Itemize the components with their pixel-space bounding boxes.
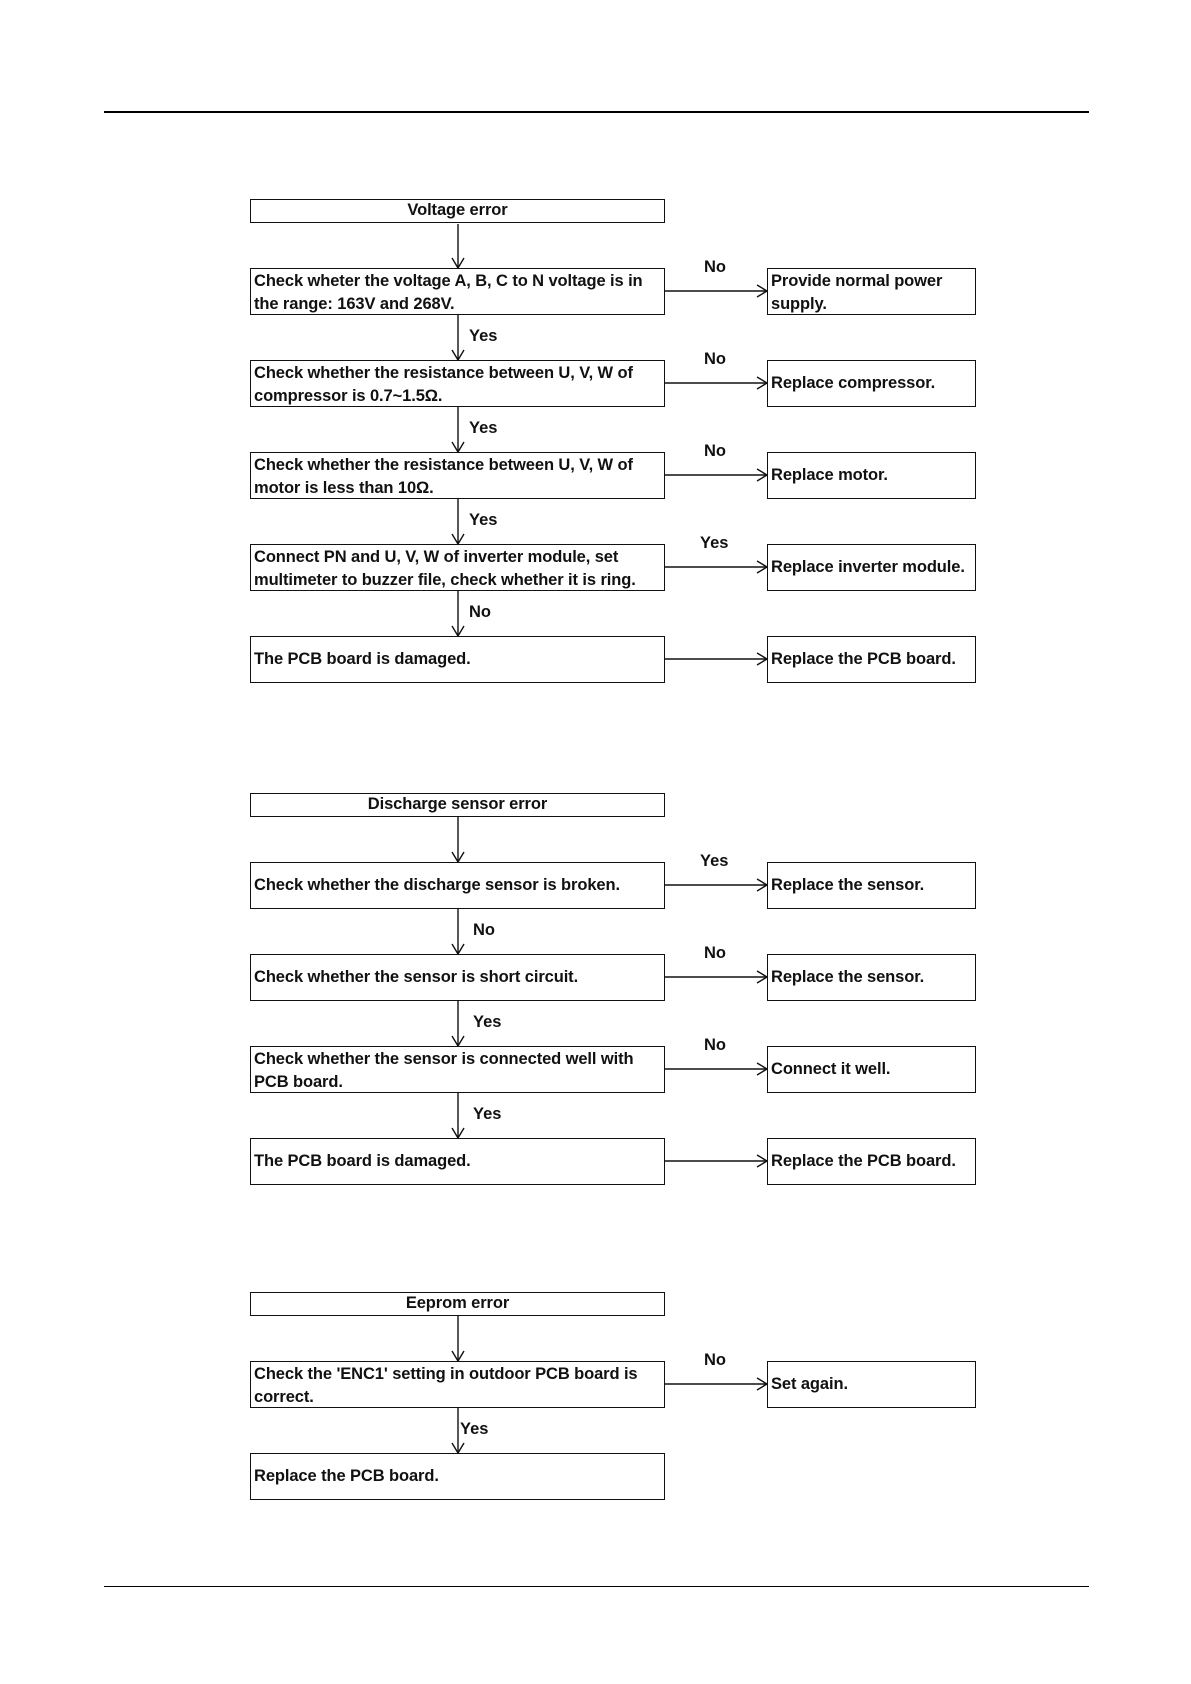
edge-label: No (469, 603, 491, 621)
replace-pcb-step (250, 1453, 665, 1500)
sensor-broken-text: Check whether the discharge sensor is broken. (254, 876, 620, 894)
replace-compressor-text: Replace compressor. (771, 374, 936, 392)
edge-label: No (704, 944, 726, 962)
connect-well-text: Connect it well. (771, 1060, 891, 1078)
motor-resistance-text: Check whether the resistance between U, V, W of motor is less than 10Ω. (254, 456, 633, 497)
eeprom-error-title: Eeprom error (250, 1292, 665, 1316)
enc1-setting-text: Check the 'ENC1' setting in outdoor PCB board is correct. (254, 1365, 638, 1406)
edge-label: Yes (469, 511, 498, 529)
edge-label: Yes (473, 1013, 502, 1031)
edge-label: No (704, 1036, 726, 1054)
replace-pcb-text: Replace the PCB board. (771, 1152, 956, 1170)
replace-sensor-text: Replace the sensor. (771, 968, 925, 986)
replace-inverter-text: Replace inverter module. (771, 558, 965, 576)
pcb-damaged-text: The PCB board is damaged. (254, 1152, 471, 1170)
edge-label: Yes (473, 1105, 502, 1123)
sensor-connected-text: Check whether the sensor is connected well with PCB board. (254, 1050, 634, 1091)
compressor-resistance-text: Check whether the resistance between U, V, W of compressor is 0.7~1.5Ω. (254, 364, 633, 405)
edge-label: Yes (469, 327, 498, 345)
edge-label: Yes (460, 1420, 489, 1438)
edge-label: Yes (700, 534, 729, 552)
enc1-setting-step (250, 1361, 665, 1408)
replace-pcb-step-text: Replace the PCB board. (254, 1467, 439, 1485)
replace-motor-text: Replace motor. (771, 466, 888, 484)
provide-power-text: Provide normal power supply. (771, 272, 943, 313)
edge-label: No (704, 258, 726, 276)
footer-rule (104, 1586, 1089, 1587)
replace-pcb-text: Replace the PCB board. (771, 650, 956, 668)
set-again-action (767, 1361, 976, 1408)
edge-label: No (704, 1351, 726, 1369)
voltage-error-title: Voltage error (250, 199, 665, 223)
edge-label: No (704, 442, 726, 460)
edge-label: Yes (469, 419, 498, 437)
discharge-sensor-title: Discharge sensor error (250, 793, 665, 817)
replace-sensor-text: Replace the sensor. (771, 876, 925, 894)
set-again-text: Set again. (771, 1375, 848, 1393)
edge-label: No (473, 921, 495, 939)
voltage-check-text: Check wheter the voltage A, B, C to N voltage is in the range: 163V and 268V. (254, 272, 643, 313)
edge-label: No (704, 350, 726, 368)
edge-label: Yes (700, 852, 729, 870)
pcb-damaged-text: The PCB board is damaged. (254, 650, 471, 668)
inverter-module-text: Connect PN and U, V, W of inverter module, set multimeter to buzzer file, check whether it is ring. (254, 548, 636, 589)
sensor-short-text: Check whether the sensor is short circuit. (254, 968, 579, 986)
